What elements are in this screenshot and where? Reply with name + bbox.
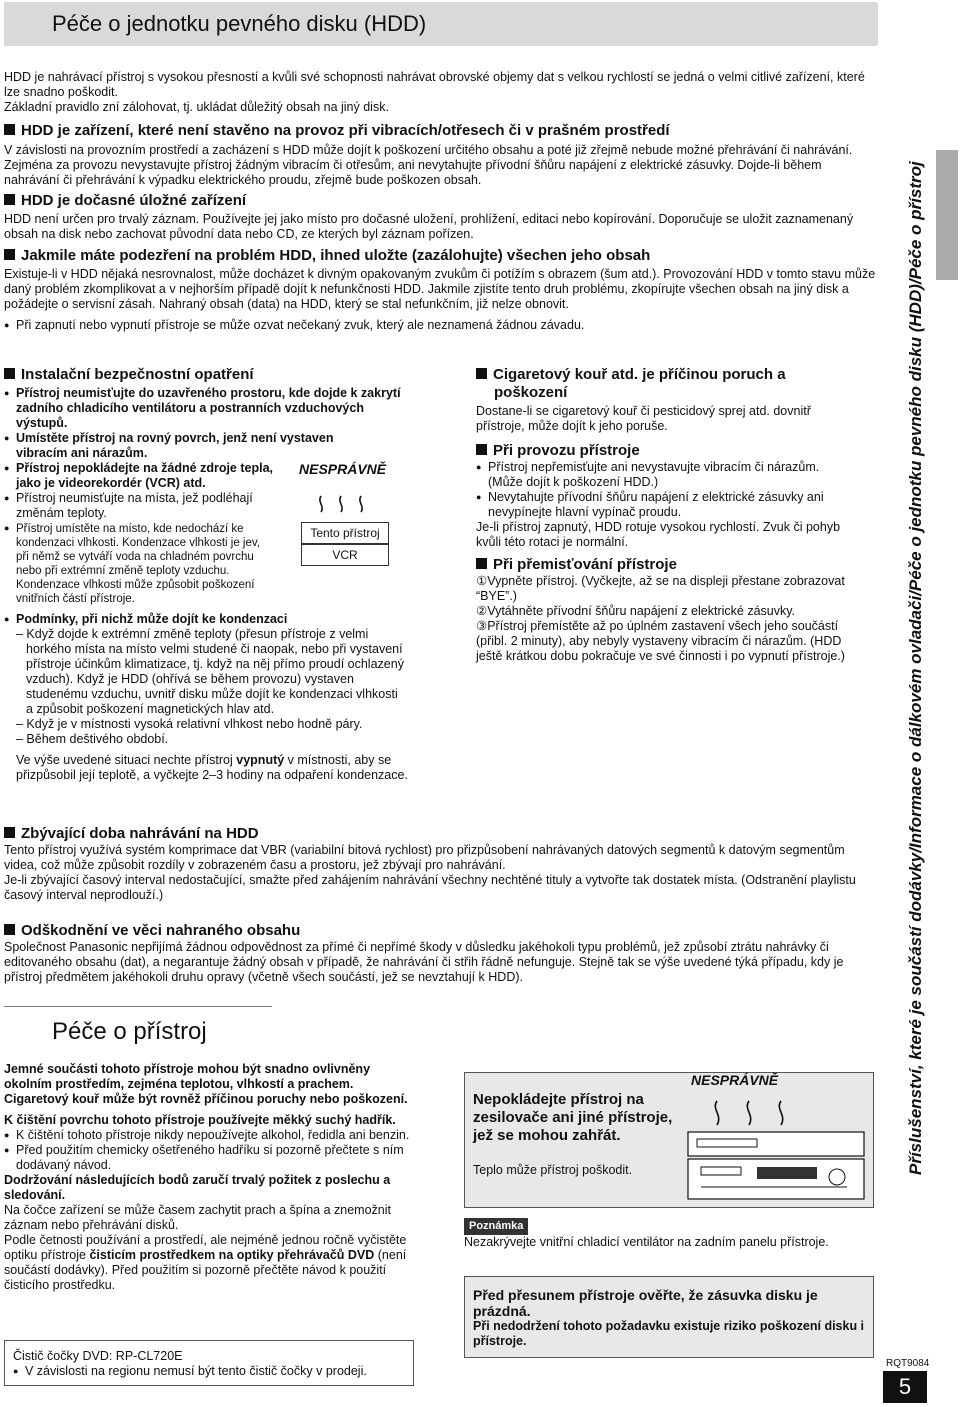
section-compensation (4, 922, 880, 985)
section-operate (476, 442, 856, 550)
install-bullet-2: ● Umístěte přístroj na rovný povrch, jenž není vystaven vibracím ani nárazům. (4, 431, 384, 461)
smoke-heading: Cigaretový kouř atd. je příčinou poruch a poškození (476, 366, 856, 402)
section-smoke (476, 366, 856, 434)
care-intro: Jemné součásti tohoto přístroje mohou být snadno ovlivněny okolním prostředím, zejména teplotou, vlhkostí a prachem. Cigaretový kouř může být rovněž příčinou poruchy nebo poškození. (4, 1062, 408, 1106)
square-icon (4, 124, 15, 135)
care-lens-1: Na čočce zařízení se může časem zachytit prach a špína a znemožnit záznam nebo přehrávání disků. (4, 1203, 391, 1232)
sidebar-tab-marker (936, 150, 958, 280)
install-tail: Ve výše uvedené situaci nechte přístroj vypnutý v místnosti, aby se přizpůsobil její teplotě, a vyčkejte 2–3 hodiny na odpaření kondenzace. (16, 753, 408, 782)
square-icon (476, 368, 487, 379)
remaining-body: Tento přístroj využívá systém komprimace dat VBR (variabilní bitová rychlost) pro přizpůsobení nahrávaných datových segmentů k datovým segmentům videa, což může způsobit rozdíly v zobrazeném času a prostoru, jež zbývají pro nahrávání. (4, 843, 845, 872)
remaining-heading: Zbývající doba nahrávání na HDD (4, 825, 880, 843)
section-backup-bullet: ● Při zapnutí nebo vypnutí přístroje se může ozvat nečekaný zvuk, který ale neznamená žádnou závadu. (4, 318, 880, 333)
care-lens-2: Podle četnosti používání a prostředí, ale nejméně jednou ročně vyčistěte optiku přístroje čisticím prostředkem na optiky přehrávačů DVD (není součástí dodávky). Před použitím si pozorně přečtěte návod k použití čisticího prostředku. (4, 1233, 407, 1292)
install-dash-3: – Během deštivého období. (16, 732, 169, 746)
section-vibration (4, 122, 880, 188)
section-vibration-heading: HDD je zařízení, které není stavěno na provoz při vibracích/otřesech či v prašném prostředí (4, 122, 880, 140)
install-bullet-6: ● Podmínky, při nichž může dojít ke kondenzaci (4, 612, 414, 627)
amplifier-device-icon (687, 1131, 867, 1203)
section-move (476, 556, 866, 664)
page-title: Péče o jednotku pevného disku (HDD) (52, 11, 427, 36)
page-number: 5 (883, 1371, 927, 1403)
move-warning-line-1: Před přesunem přístroje ověřte, že zásuvka disku je prázdná. (473, 1287, 818, 1319)
cleaner-model: Čistič čočky DVD: RP-CL720E (13, 1349, 183, 1363)
square-icon (476, 558, 487, 569)
care-lens-heading: Dodržování následujících bodů zaručí trvalý požitek z poslechu a sledování. (4, 1173, 391, 1202)
remaining-body-2: Je-li zbývající časový interval nedostačující, smažte před zahájením nahrávání všechny nechtěné tituly a vytvořte tak dostatek místa. (Odstranění playlistu časový interval neprodlouží.) (4, 873, 856, 902)
install-dash-1: – Když dojde k extrémní změně teploty (přesun přístroje z velmi horkého místa na místo velmi studené či naopak, nebo při vystavení přístroje účinkům klimatizace, tj. když na něj přímo proudí ochlazený vzduch). Když je HDD (ohřívá se během provozu) vystaven studenému vzduchu, uvnitř disku může dojít ke kondenzaci vlhkosti a způsobit poškození magnetických hlav atd. (16, 627, 404, 716)
section-temporary (4, 192, 880, 242)
square-icon (476, 444, 487, 455)
move-step-1: ①Vypněte přístroj. (Vyčkejte, až se na displeji přestane zobrazovat “BYE”.) (476, 574, 845, 603)
install-dash-2: – Když je v místnosti vysoká relativní vlhkost nebo hodně páry. (16, 717, 363, 731)
move-warning-line-2: Při nedodržení tohoto požadavku existuje riziko poškození disku i přístroje. (473, 1319, 865, 1348)
amp-body: Teplo může přístroj poškodit. (473, 1163, 633, 1177)
move-heading: Při přemisťování přístroje (476, 556, 866, 574)
section-backup-heading: Jakmile máte podezření na problém HDD, ihned uložte (zazálohujte) všechen jeho obsah (4, 247, 880, 265)
incorrect-label: NESPRÁVNĚ (299, 461, 387, 477)
care-heading: Péče o přístroj (52, 1018, 207, 1045)
move-step-2: ②Vytáhněte přívodní šňůru napájení z elektrické zásuvky. (476, 604, 796, 618)
title-bar (4, 2, 878, 46)
care-bullet-2: ● Před použitím chemicky ošetřeného hadříku si pozorně přečtete s ním dodávaný návod. (4, 1143, 414, 1173)
care-bullet-1: ● K čištění tohoto přístroje nikdy nepoužívejte alkohol, ředidla ani benzin. (4, 1128, 414, 1143)
section-backup-body: Existuje-li v HDD nějaká nesrovnalost, může docházet k divným opakovaným zvukům či potížím s obrazem (šum atd.). Provozování HDD v tomto stavu může daný problém zkomplikovat a v nejhorším případě dojít k nefunkčnosti HDD. Jakmile zjistíte tento druh problému, zkopírujte všechen obsah na jiný disk a požádejte o servisní zásah. Nahraný obsah (data) na HDD, který se stal nefunkčním, již nelze obnovit. (4, 267, 876, 311)
smoke-body: Dostane-li se cigaretový kouř či pesticidový sprej atd. dovnitř přístroje, může dojít k jeho poruše. (476, 404, 811, 433)
note-tag: Poznámka (464, 1218, 528, 1235)
install-heading: Instalační bezpečnostní opatření (4, 366, 414, 384)
vcr-box: VCR (301, 544, 389, 566)
square-icon (4, 249, 15, 260)
amp-heading: Nepokládejte přístroj na zesilovače ani jiné přístroje, jež se mohou zahřát. (473, 1091, 673, 1144)
section-install (4, 366, 414, 783)
intro-text-2: Základní pravidlo zní zálohovat, tj. ukládat důležitý obsah na jiný disk. (4, 100, 389, 114)
square-icon (4, 827, 15, 838)
operate-heading: Při provozu přístroje (476, 442, 856, 460)
care-heading-bar (4, 1006, 272, 1056)
compensation-body: Společnost Panasonic nepřijímá žádnou odpovědnost za přímé či nepřímé škody v důsledku jakéhokoli typu problémů, jež způsobí ztrátu nahrávky či editovaného obsahu (dat), a negarantuje žádný obsah v případě, že nahrávání či střih řádně nefunguje. Stejně tak se výše uvedené týká případu, kdy je přístroj předmětem jakéhokoli druhu opravy (včetně všech součástí, jež se nevztahují k HDD). (4, 940, 844, 984)
install-bullet-3: ● Přístroj nepokládejte na žádné zdroje tepla, jako je videorekordér (VCR) atd. (4, 461, 274, 491)
compensation-heading: Odškodnění ve věci nahraného obsahu (4, 922, 880, 940)
incorrect-figure-vcr (285, 462, 405, 574)
note (464, 1218, 884, 1250)
move-step-3: ③Přístroj přemístěte až po úplném zastavení všech jeho součástí (přibl. 2 minuty), aby nebyly vystaveny vibracím či nárazům. (HDD ještě krátkou dobu pokračuje ve své činnosti i po vypnutí přístroje.) (476, 619, 845, 663)
operate-bullet-2: ● Nevytahujte přívodní šňůru napájení z elektrické zásuvky ani nevypínejte hlavní vypínač proudu. (476, 490, 856, 520)
operate-tail: Je-li přístroj zapnutý, HDD rotuje vysokou rychlostí. Zvuk či pohyb kvůli této rotaci je normální. (476, 520, 841, 549)
section-vibration-body: V závislosti na provozním prostředí a zacházení s HDD může dojít k poškození určitého obsahu a poté již zřejmě nebude možné přehrávání či nahrávání. Zejména za provozu nevystavujte přístroj žádným vibracím či otřesům, ani nevytahujte přívodní šňůru napájení z elektrické zásuvky. Dojde-li během nahrávání či přehrávání k výpadku elektrického proudu, zřejmě bude poškozen obsah. (4, 143, 853, 187)
install-bullet-1: ● Přístroj neumisťujte do uzavřeného prostoru, kde dojde k zakrytí zadního chladicího ventilátoru a postranních vzduchových výstupů. (4, 386, 404, 431)
square-icon (4, 924, 15, 935)
amp-warning-box (464, 1072, 874, 1208)
note-body: Nezakrývejte vnitřní chladicí ventilátor na zadním panelu přístroje. (464, 1235, 829, 1249)
heat-waves-icon (705, 1099, 795, 1131)
section-temporary-body: HDD není určen pro trvalý záznam. Používejte jej jako místo pro dočasné uložení, prohlížení, editaci nebo kopírování. Doporučuje se uložit zaznamenaný obsah na disk nebo zachovat původní data nebo CD, ze kterých byl záznam pořízen. (4, 212, 854, 241)
section-remaining (4, 825, 880, 903)
square-icon (4, 194, 15, 205)
install-bullet-4: ● Přístroj neumisťujte na místa, jež podléhají změnám teploty. (4, 491, 254, 521)
section-backup (4, 247, 880, 333)
intro-text-1: HDD je nahrávací přístroj s vysokou přesností a kvůli své schopnosti nahrávat obrovské objemy dat s velkou rychlostí se jedná o velmi citlivé zařízení, které lze snadno poškodit. (4, 70, 865, 99)
square-icon (4, 368, 15, 379)
sidebar-vertical-text: Příslušenství, které je součástí dodávky/Informace o dálkovém ovladači/Péče o jednotku pevného disku (HDD)/Péče o přístroj (906, 161, 925, 1175)
move-warning-box (464, 1276, 874, 1358)
device-box: Tento přístroj (301, 522, 389, 544)
operate-bullet-1: ● Přístroj nepřemisťujte ani nevystavujte vibracím či nárazům. (Může dojít k poškození HDD.) (476, 460, 856, 490)
document-code: RQT9084 (886, 1358, 930, 1369)
section-temporary-heading: HDD je dočasné úložné zařízení (4, 192, 880, 210)
install-bullet-5: ● Přístroj umístěte na místo, kde nedochází ke kondenzaci vlhkosti. Kondenzace vlhkosti je jev, při němž se vytváří voda na chladném povrchu nebo při extrémní změně teploty vzduchu. Kondenzace vlhkosti může způsobit poškození vnitřních částí přístroje. (4, 521, 274, 606)
heat-waves-icon (315, 494, 375, 520)
intro (4, 70, 880, 115)
section-care (4, 1062, 414, 1293)
care-cloth: K čištění povrchu tohoto přístroje používejte měkký suchý hadřík. (4, 1113, 396, 1127)
cleaner-note: ● V závislosti na regionu nemusí být tento čistič čočky v prodeji. (13, 1364, 405, 1379)
cleaner-box (4, 1340, 414, 1386)
amp-incorrect-label: NESPRÁVNĚ (691, 1072, 779, 1088)
